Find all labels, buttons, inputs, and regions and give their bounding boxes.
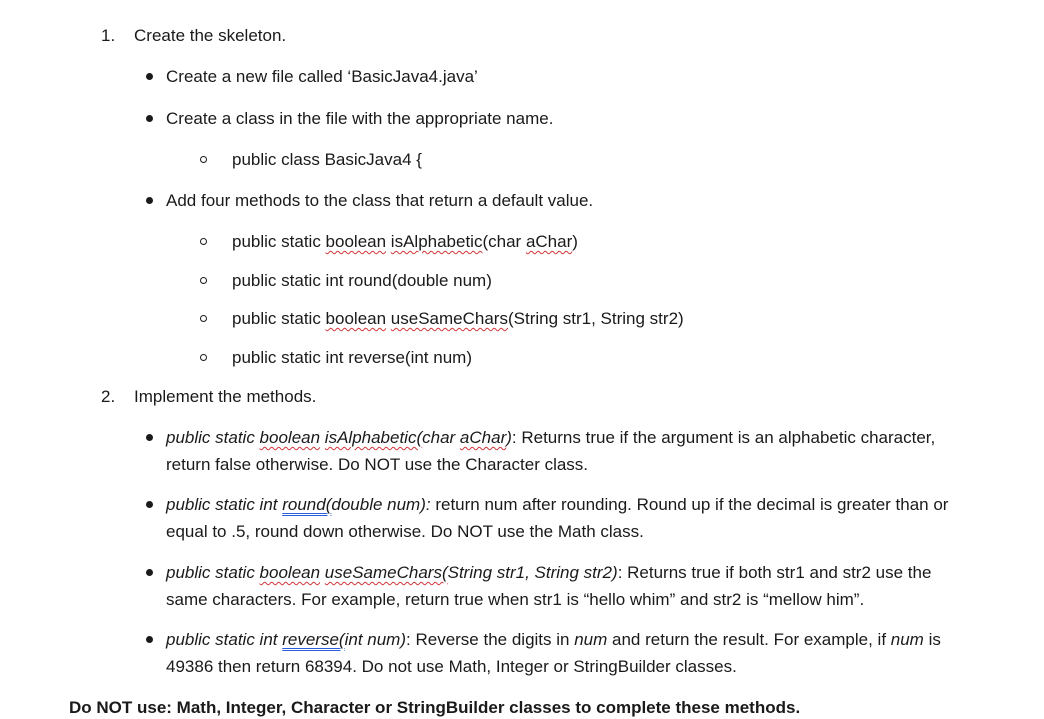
bullet-create-file: Create a new file called ‘BasicJava4.java’ [166,67,478,86]
step-1-title: Create the skeleton. [134,26,287,45]
method-use-same-chars: public static boolean useSameChars(String str1, String str2) [232,309,684,328]
impl-is-alphabetic: public static boolean isAlphabetic(char aChar): Returns true if the argument is an alphabetic character, return false otherwise. Do NOT use the Character class. [166,428,936,474]
bullet-icon [146,501,153,508]
circle-bullet-icon [200,238,207,245]
circle-bullet-icon [200,156,207,163]
bullet-icon [146,434,153,441]
bullet-icon [146,569,153,576]
bullet-icon [146,636,153,643]
impl-round: public static int round(double num): return num after rounding. Round up if the decimal is greater than or equal to .5, round down otherwise. Do NOT use the Math class. [166,495,949,541]
circle-bullet-icon [200,315,207,322]
restriction-note: Do NOT use: Math, Integer, Character or StringBuilder classes to complete these methods. [69,698,801,717]
method-reverse: public static int reverse(int num) [232,348,472,367]
bullet-create-class: Create a class in the file with the appropriate name. [166,109,554,128]
step-2-number: 2. [101,387,116,406]
bullet-icon [146,115,153,122]
bullet-icon [146,73,153,80]
bullet-icon [146,197,153,204]
method-is-alphabetic: public static boolean isAlphabetic(char aChar) [232,232,578,251]
impl-use-same-chars: public static boolean useSameChars(String str1, String str2): Returns true if both str1 and str2 use the same characters. For example, return true when str1 is “hello whim” and str2 is “mellow him”. [166,563,932,609]
circle-bullet-icon [200,277,207,284]
step-1-number: 1. [101,26,116,45]
method-round: public static int round(double num) [232,271,492,290]
sub-class-declaration: public class BasicJava4 { [232,150,422,169]
circle-bullet-icon [200,354,207,361]
bullet-add-methods: Add four methods to the class that return a default value. [166,191,594,210]
impl-reverse: public static int reverse(int num): Reverse the digits in num and return the result. For example, if num is 49386 then return 68394. Do not use Math, Integer or StringBuilder classes. [166,630,941,676]
step-2-title: Implement the methods. [134,387,317,406]
